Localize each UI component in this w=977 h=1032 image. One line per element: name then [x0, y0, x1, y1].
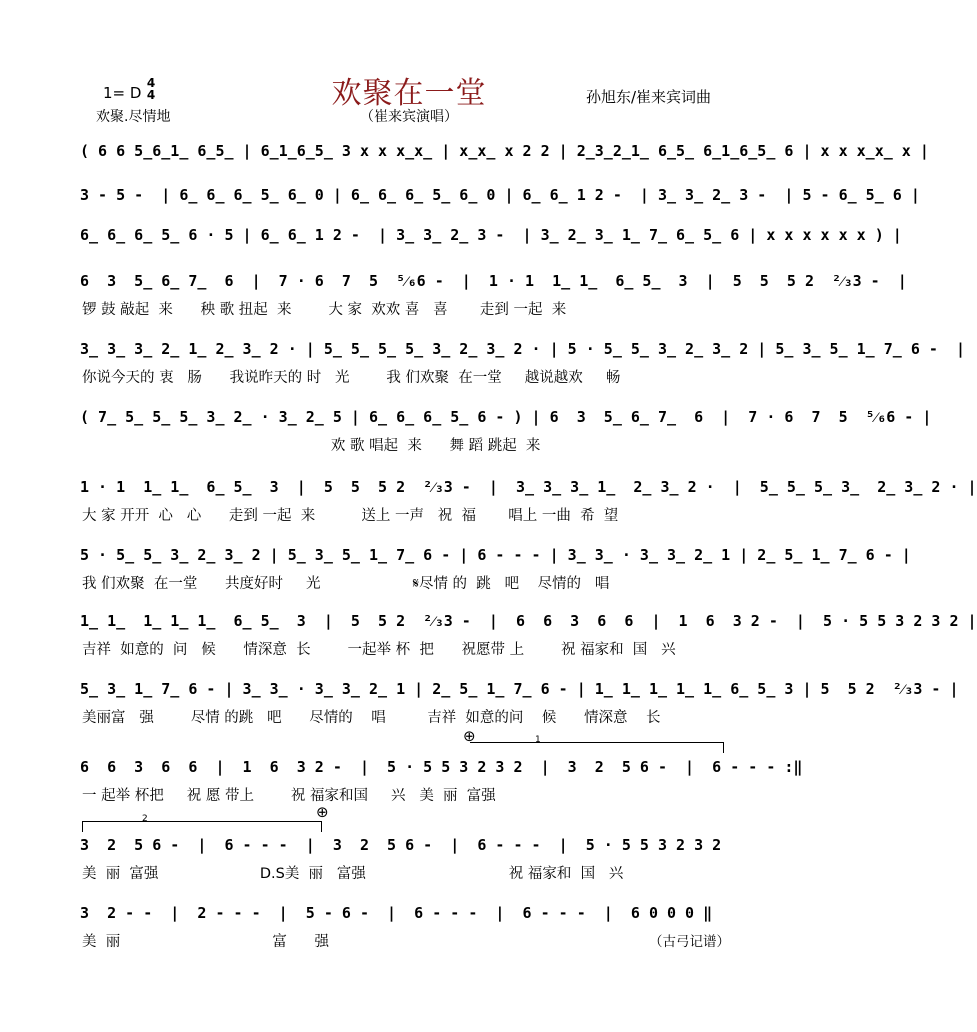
notation-line-1: ( 6 6 5̲6̲1̲ 6̲5̲ | 6̲1̲6̲5̲ 3 x x x̲x̲ | x̲x̲ x 2 2 | 2̲3̲2̲1̲ 6̲5̲ 6̲1̲6̲5̲ 6 | x x x̲x̲ x |: [80, 142, 929, 160]
time-top: 4: [146, 76, 156, 90]
transcriber-credit: （古弓记谱）: [649, 934, 730, 950]
notation-line-11: 6 6 3 6 6 | 1 6 3 2 - | 5 · 5 5 3 2 3 2 | 3 2 5 6 - | 6 - - - :‖: [80, 758, 803, 776]
notation-line-12: 3 2 5 6 - | 6 - - - | 3 2 5 6 - | 6 - - - | 5 · 5 5 3 2 3 2: [80, 836, 722, 854]
notation-line-13: 3 2 - - | 2 - - - | 5 - 6 - | 6 - - - | 6 - - - | 6 0 0 0 ‖: [80, 904, 713, 922]
time-bottom: 4: [146, 88, 156, 102]
lyric-line-10: 美丽富 强 尽情 的跳 吧 尽情的 唱 吉祥 如意的问 候 情深意 长: [82, 710, 661, 726]
lyric-line-12: 美 丽 富强 D.S美 丽 富强 祝 福家和 国 兴: [82, 866, 624, 882]
notation-line-2: 3 - 5 - | 6̲ 6̲ 6̲ 5̲ 6̲ 0 | 6̲ 6̲ 6̲ 5̲ 6̲ 0 | 6̲ 6̲ 1 2 - | 3̲ 3̲ 2̲ 3 - | 5 - 6̲ 5̲ 6 |: [80, 186, 920, 204]
notation-line-8: 5 · 5̲ 5̲ 3̲ 2̲ 3̲ 2 | 5̲ 3̲ 5̲ 1̲ 7̲ 6 - | 6 - - - | 3̲ 3̲ · 3̲ 3̲ 2̲ 1 | 2̲ 5̲ 1̲ 7̲ 6 - |: [80, 546, 911, 564]
lyric-line-13: 美 丽 富 强: [82, 934, 329, 950]
tempo-marking: 欢聚.尽情地: [96, 109, 171, 125]
notation-line-6: ( 7̲ 5̲ 5̲ 5̲ 3̲ 2̲ · 3̲ 2̲ 5 | 6̲ 6̲ 6̲ 5̲ 6 - ) | 6 3 5̲ 6̲ 7̲ 6 | 7 · 6 7 5 ⁵⁄₆6 - |: [80, 408, 932, 426]
lyric-line-7: 大 家 开开 心 心 走到 一起 来 送上 一声 祝 福 唱上 一曲 希 望: [82, 508, 619, 524]
coda-icon: ⊕: [463, 727, 476, 745]
coda-icon-2: ⊕: [316, 803, 329, 821]
lyric-line-6: 欢 歌 唱起 来 舞 蹈 跳起 来: [82, 438, 541, 454]
notation-line-10: 5̲ 3̲ 1̲ 7̲ 6 - | 3̲ 3̲ · 3̲ 3̲ 2̲ 1 | 2̲ 5̲ 1̲ 7̲ 6 - | 1̲ 1̲ 1̲ 1̲ 1̲ 6̲ 5̲ 3 | 5 5 2 ²⁄₃3 - |: [80, 680, 959, 698]
composer-credit: 孙旭东/崔来宾词曲: [586, 88, 712, 106]
song-title: 欢聚在一堂: [331, 76, 487, 111]
lyric-line-5: 你说今天的 衷 肠 我说昨天的 时 光 我 们欢聚 在一堂 越说越欢 畅: [82, 370, 621, 386]
key-signature: 1= D: [103, 84, 142, 102]
lyric-line-11: 一 起举 杯把 祝 愿 带上 祝 福家和国 兴 美 丽 富强: [82, 788, 496, 804]
notation-line-3: 6̲ 6̲ 6̲ 5̲ 6 · 5 | 6̲ 6̲ 1 2 - | 3̲ 3̲ 2̲ 3 - | 3̲ 2̲ 3̲ 1̲ 7̲ 6̲ 5̲ 6 | x x x x x x ) |: [80, 226, 902, 244]
lyric-line-4: 锣 鼓 敲起 来 秧 歌 扭起 来 大 家 欢欢 喜 喜 走到 一起 来: [82, 302, 567, 318]
lyric-line-8: 我 们欢聚 在一堂 共度好时 光 𝄋尽情 的 跳 吧 尽情的 唱: [82, 576, 610, 592]
notation-line-5: 3̲ 3̲ 3̲ 2̲ 1̲ 2̲ 3̲ 2 · | 5̲ 5̲ 5̲ 5̲ 3̲ 2̲ 3̲ 2 · | 5 · 5̲ 5̲ 3̲ 2̲ 3̲ 2 | 5̲ 3̲ 5̲ 1̲ 7̲ 6 - |: [80, 340, 966, 358]
notation-line-4: 6 3 5̲ 6̲ 7̲ 6 | 7 · 6 7 5 ⁵⁄₆6 - | 1 · 1 1̲ 1̲ 6̲ 5̲ 3 | 5 5 5 2 ²⁄₃3 - |: [80, 272, 907, 290]
volta-1-label: 1: [535, 735, 541, 745]
singer-credit: （崔来宾演唱）: [360, 109, 458, 125]
volta-1-bracket: [470, 742, 724, 753]
volta-2-label: 2: [142, 814, 148, 824]
time-signature: [146, 77, 156, 101]
notation-line-7: 1 · 1 1̲ 1̲ 6̲ 5̲ 3 | 5 5 5 2 ²⁄₃3 - | 3̲ 3̲ 3̲ 1̲ 2̲ 3̲ 2 · | 5̲ 5̲ 5̲ 3̲ 2̲ 3̲ 2 · |: [80, 478, 977, 496]
notation-line-9: 1̲ 1̲ 1̲ 1̲ 1̲ 6̲ 5̲ 3 | 5 5 2 ²⁄₃3 - | 6 6 3 6 6 | 1 6 3 2 - | 5 · 5 5 3 2 3 2 |: [80, 612, 977, 630]
lyric-line-9: 吉祥 如意的 问 候 情深意 长 一起举 杯 把 祝愿带 上 祝 福家和 国 兴: [82, 642, 676, 658]
volta-2-bracket: [82, 821, 322, 832]
